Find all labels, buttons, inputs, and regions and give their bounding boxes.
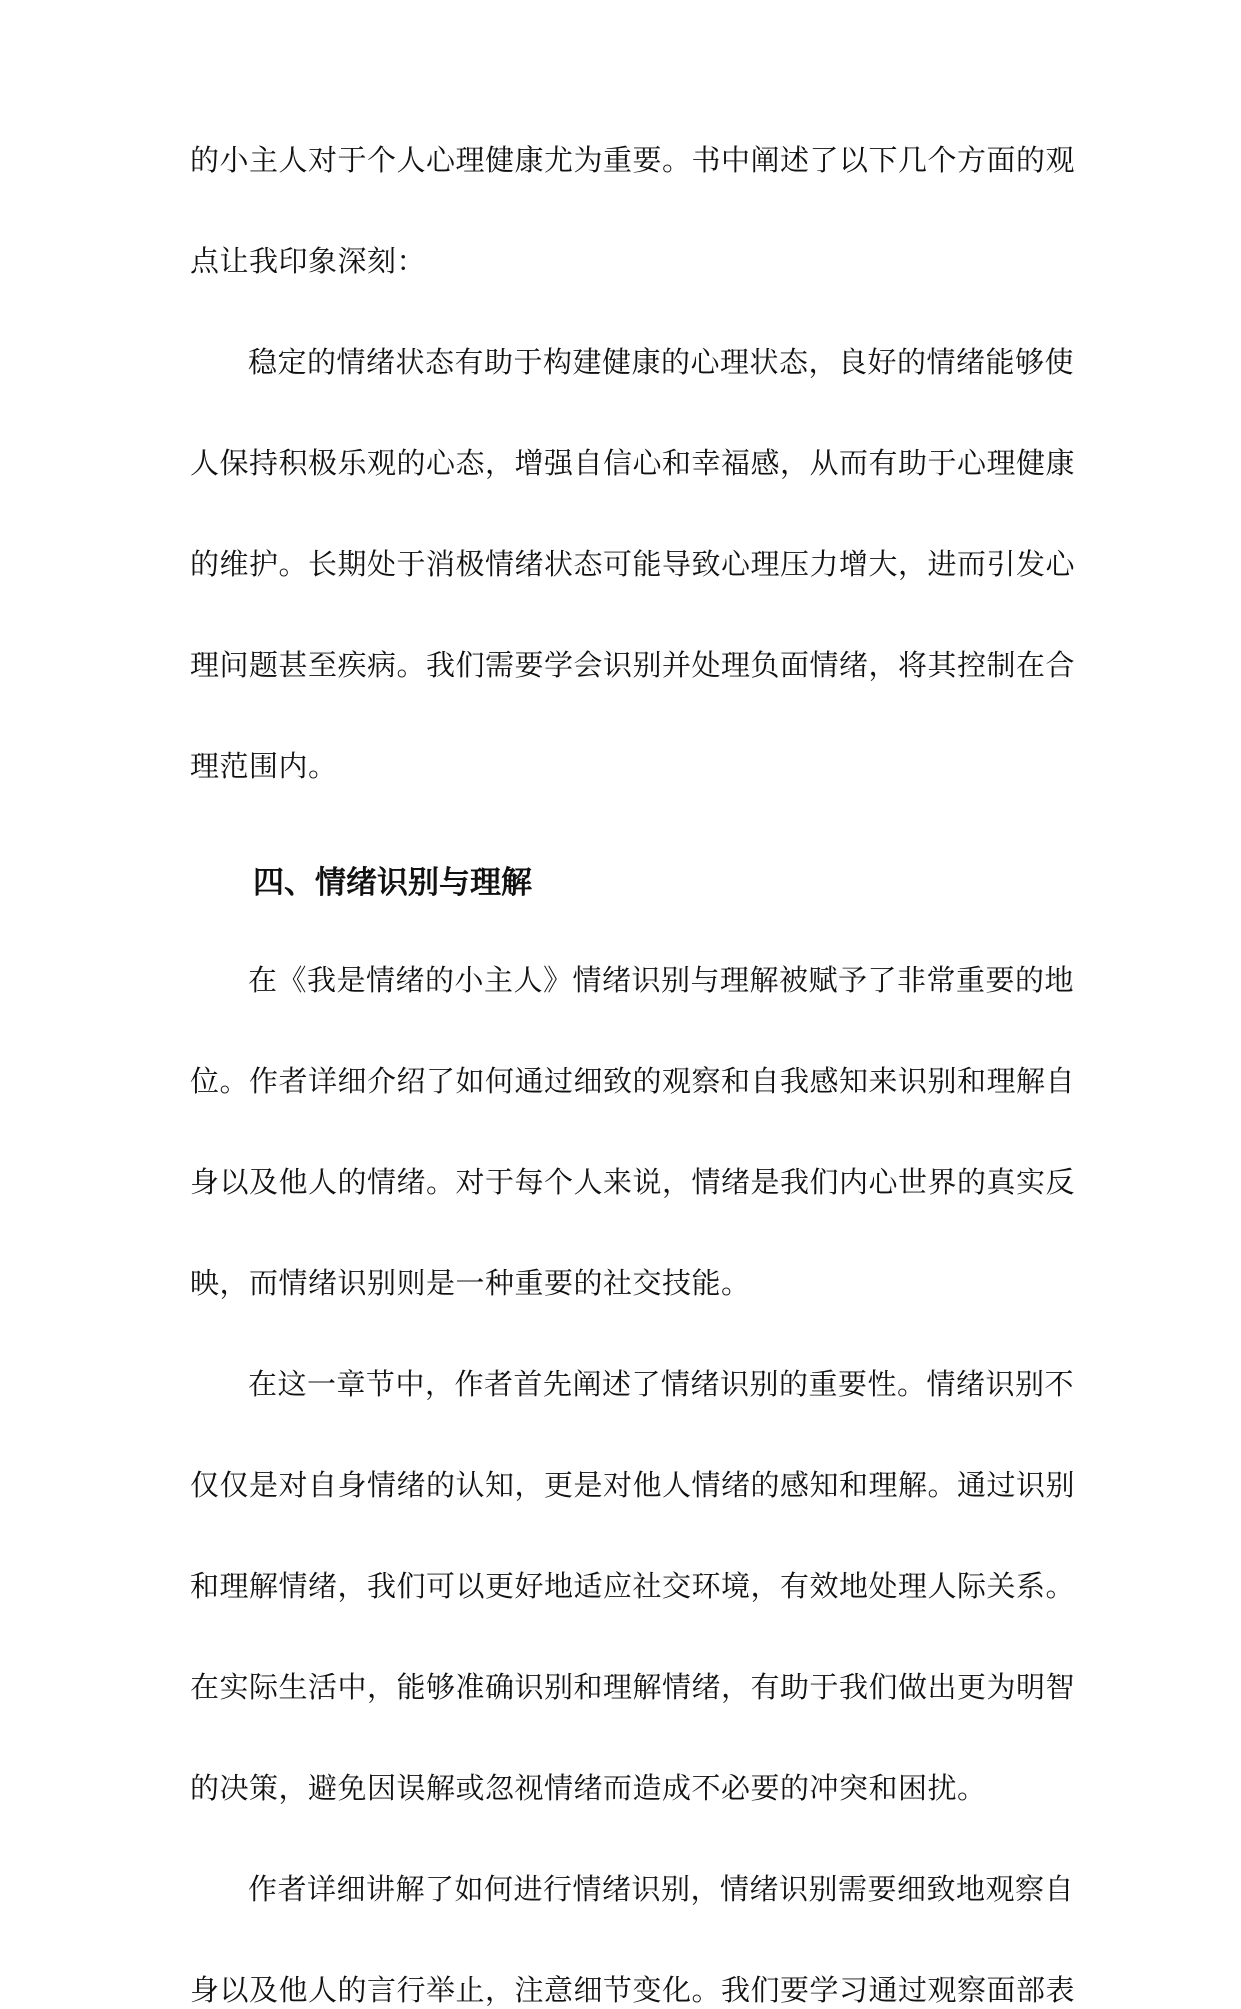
section-heading: 四、情绪识别与理解	[253, 865, 532, 901]
text-line: 的小主人对于个人心理健康尤为重要。书中阐述了以下几个方面的观	[190, 143, 1076, 177]
text-line: 人保持积极乐观的心态，增强自信心和幸福感，从而有助于心理健康	[190, 446, 1076, 480]
text-line: 身以及他人的言行举止，注意细节变化。我们要学习通过观察面部表	[190, 1973, 1076, 2007]
text-line: 映，而情绪识别则是一种重要的社交技能。	[190, 1266, 751, 1300]
text-line: 的决策，避免因误解或忽视情绪而造成不必要的冲突和困扰。	[190, 1771, 987, 1805]
text-line: 稳定的情绪状态有助于构建健康的心理状态，良好的情绪能够使	[248, 345, 1075, 379]
text-line: 的维护。长期处于消极情绪状态可能导致心理压力增大，进而引发心	[190, 547, 1076, 581]
text-line: 点让我印象深刻：	[190, 244, 427, 278]
text-line: 在《我是情绪的小主人》情绪识别与理解被赋予了非常重要的地	[248, 963, 1075, 997]
text-line: 作者详细讲解了如何进行情绪识别，情绪识别需要细致地观察自	[248, 1872, 1075, 1906]
paragraph-5	[190, 1871, 1076, 2009]
paragraph-3	[190, 962, 1076, 1302]
text-line: 身以及他人的情绪。对于每个人来说，情绪是我们内心世界的真实反	[190, 1165, 1076, 1199]
text-line: 在这一章节中，作者首先阐述了情绪识别的重要性。情绪识别不	[248, 1367, 1075, 1401]
text-line: 在实际生活中，能够准确识别和理解情绪，有助于我们做出更为明智	[190, 1670, 1076, 1704]
text-line: 位。作者详细介绍了如何通过细致的观察和自我感知来识别和理解自	[190, 1064, 1076, 1098]
paragraph-1	[190, 142, 1076, 280]
text-line: 和理解情绪，我们可以更好地适应社交环境，有效地处理人际关系。	[190, 1569, 1076, 1603]
document-page	[190, 142, 1076, 2009]
paragraph-4	[190, 1366, 1076, 1807]
paragraph-2	[190, 344, 1076, 785]
text-line: 理问题甚至疾病。我们需要学会识别并处理负面情绪，将其控制在合	[190, 648, 1076, 682]
text-line: 理范围内。	[190, 749, 338, 783]
text-line: 仅仅是对自身情绪的认知，更是对他人情绪的感知和理解。通过识别	[190, 1468, 1076, 1502]
